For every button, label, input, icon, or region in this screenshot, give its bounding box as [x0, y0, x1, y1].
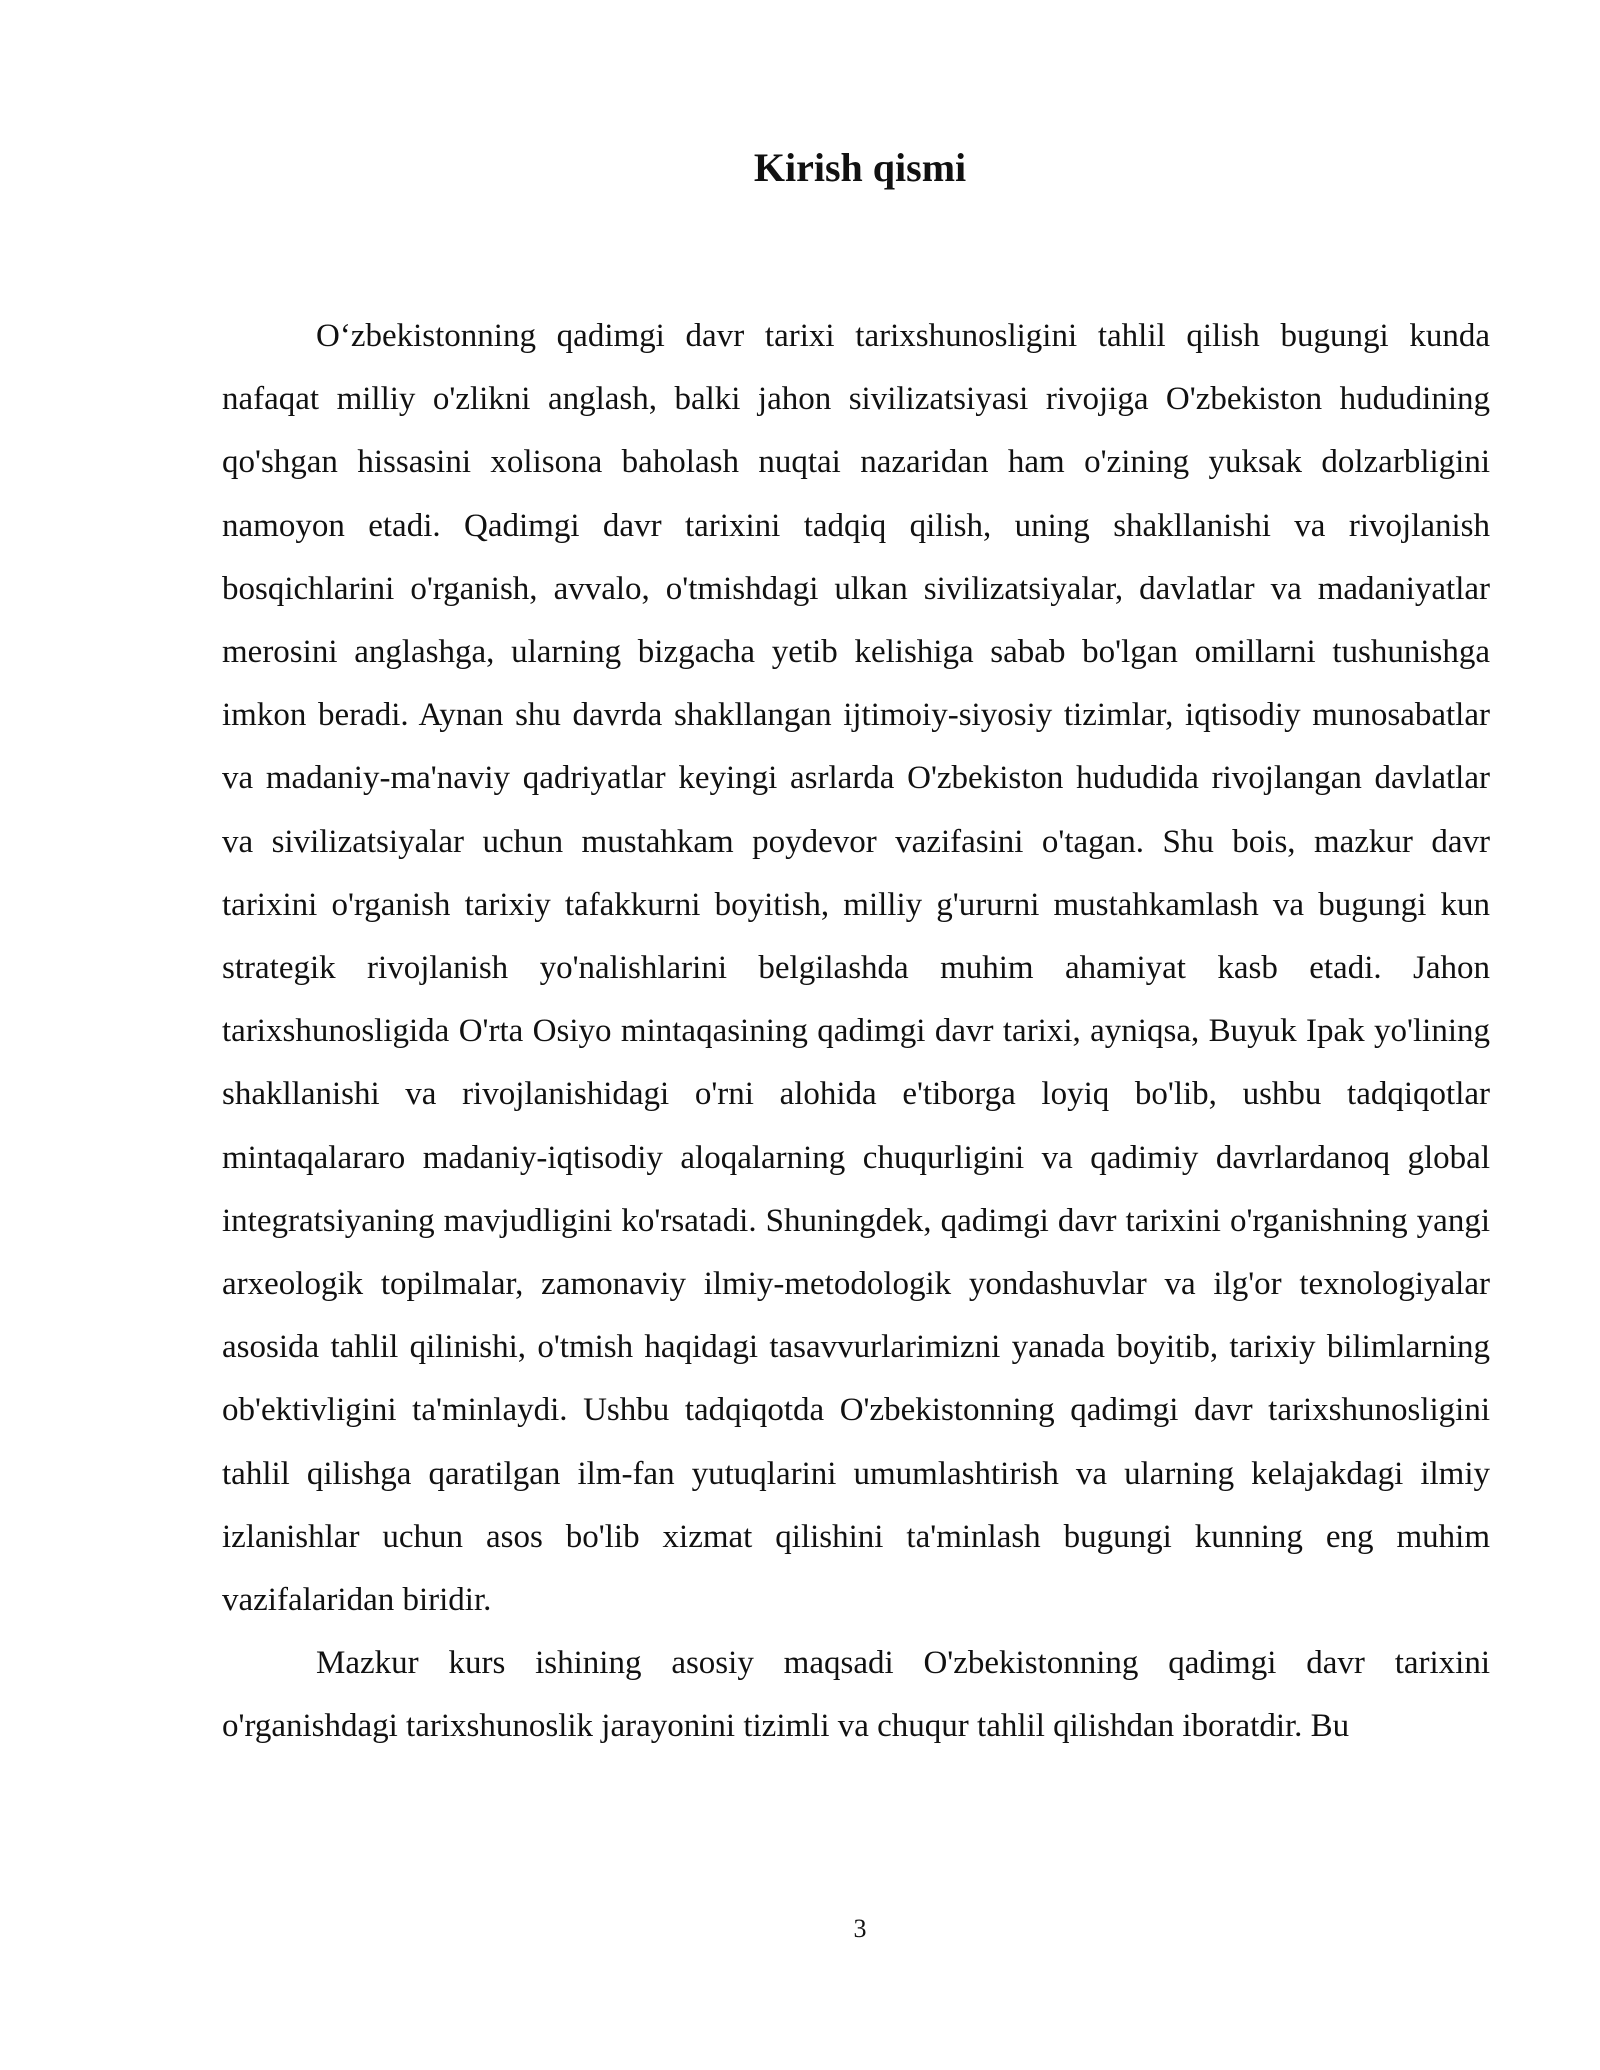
- page-title: Kirish qismi: [753, 145, 967, 190]
- paragraph-aim: Mazkur kurs ishining asosiy maqsadi O'zbekistonning qadimgi davr tarixini o'rganishdagi tarixshunoslik jarayonini tizimli va chuqur tahlil qilishdan iboratdir. Bu: [222, 1645, 1490, 1745]
- body-text: [222, 305, 1490, 1759]
- paragraph-introduction: O‘zbekistonning qadimgi davr tarixi tarixshunosligini tahlil qilish bugungi kunda nafaqat milliy o'zlikni anglash, balki jahon sivilizatsiyasi rivojiga O'zbekiston hududining qo'shgan hissasini xolisona baholash nuqtai nazaridan ham o'zining yuksak dolzarbligini namoyon etadi. Qadimgi davr tarixini tadqiq qilish, uning shakllanishi va rivojlanish bosqichlarini o'rganish, avvalo, o'tmishdagi ulkan sivilizatsiyalar, davlatlar va madaniyatlar merosini anglashga, ularning bizgacha yetib kelishiga sabab bo'lgan omillarni tushunishga imkon beradi. Aynan shu davrda shakllangan ijtimoiy-siyosiy tizimlar, iqtisodiy munosabatlar va madaniy-ma'naviy qadriyatlar keyingi asrlarda O'zbekiston hududida rivojlangan davlatlar va sivilizatsiyalar uchun mustahkam poydevor vazifasini o'tagan. Shu bois, mazkur davr tarixini o'rganish tarixiy tafakkurni boyitish, milliy g'ururni mustahkamlash va bugungi kun strategik rivojlanish yo'nalishlarini belgilashda muhim ahamiyat kasb etadi. Jahon tarixshunosligida O'rta Osiyo mintaqasining qadimgi davr tarixi, ayniqsa, Buyuk Ipak yo'lining shakllanishi va rivojlanishidagi o'rni alohida e'tiborga loyiq bo'lib, ushbu tadqiqotlar mintaqalararo madaniy-iqtisodiy aloqalarning chuqurligini va qadimiy davrlardanoq global integratsiyaning mavjudligini ko'rsatadi. Shuningdek, qadimgi davr tarixini o'rganishning yangi arxeologik topilmalar, zamonaviy ilmiy-metodologik yondashuvlar va ilg'or texnologiyalar asosida tahlil qilinishi, o'tmish haqidagi tasavvurlarimizni yanada boyitib, tarixiy bilimlarning ob'ektivligini ta'minlaydi. Ushbu tadqiqotda O'zbekistonning qadimgi davr tarixshunosligini tahlil qilishga qaratilgan ilm-fan yutuqlarini umumlashtirish va ularning kelajakdagi ilmiy izlanishlar uchun asos bo'lib xizmat qilishini ta'minlash bugungi kunning eng muhim vazifalaridan biridir.: [222, 318, 1490, 1619]
- page-number: 3: [853, 1914, 867, 1943]
